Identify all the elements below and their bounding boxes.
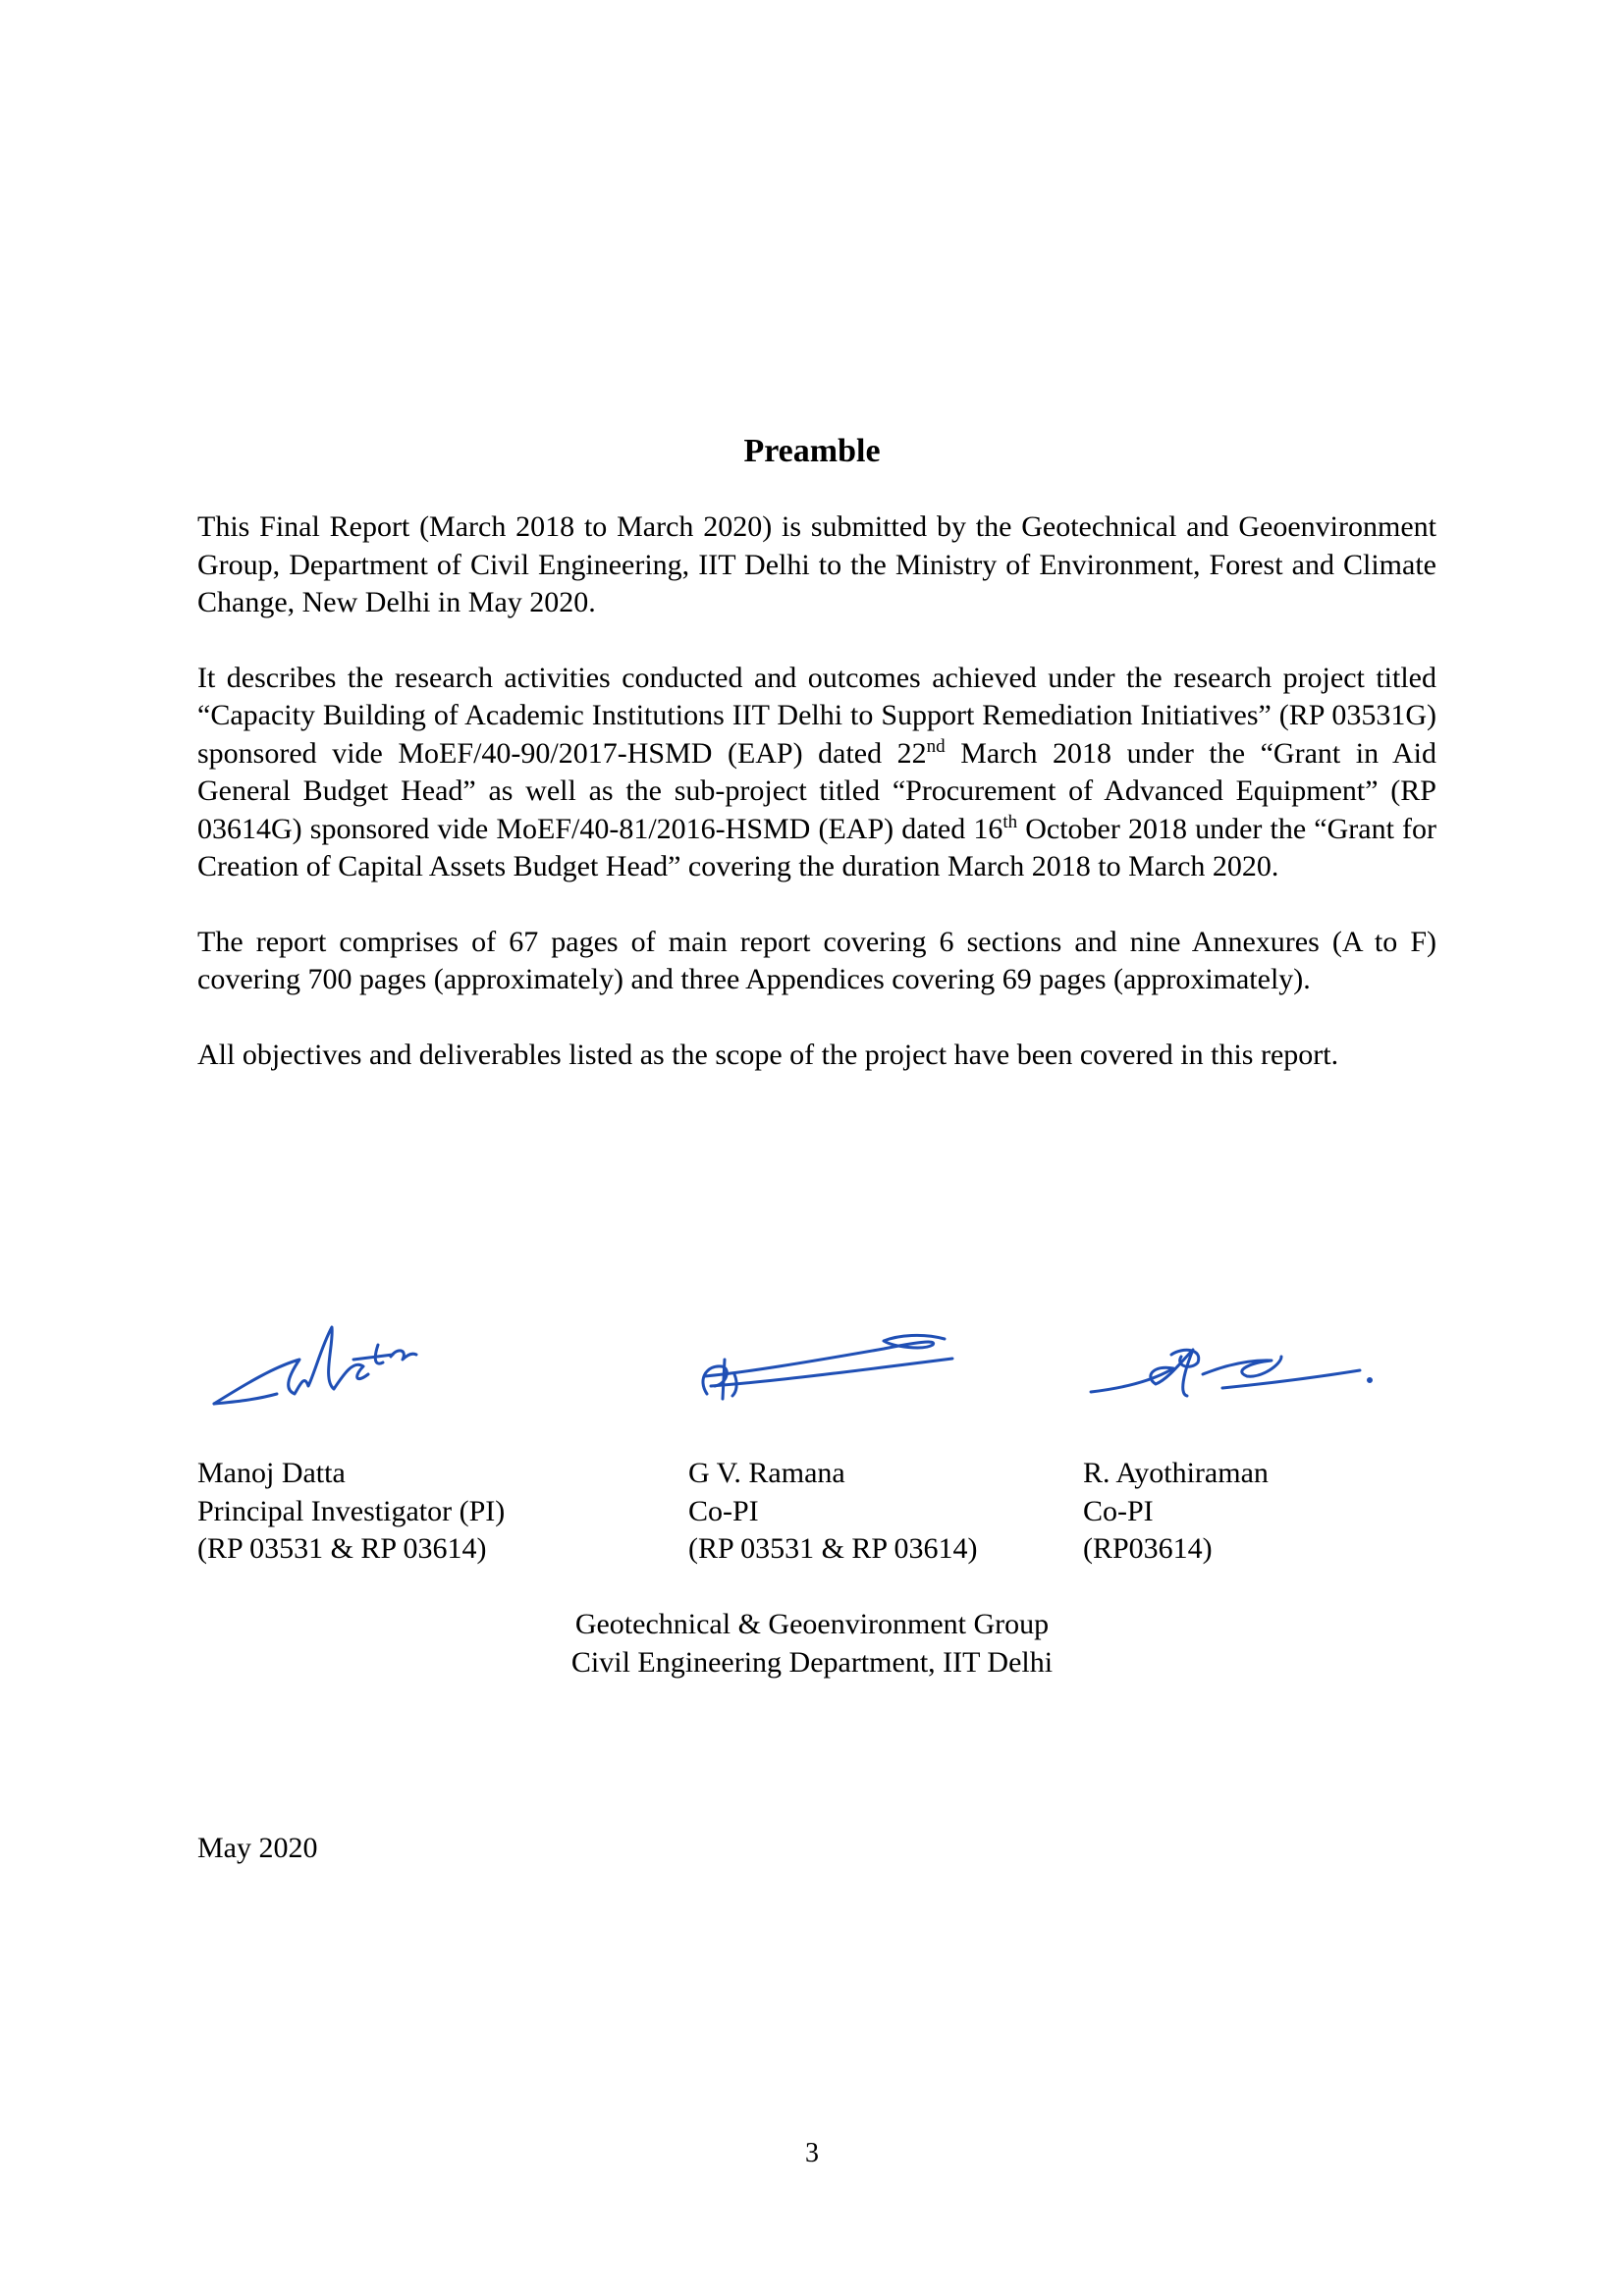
signatory-block-3	[1083, 1455, 1269, 1569]
signature-manoj-datta	[206, 1306, 422, 1423]
affiliation-block	[0, 1606, 1624, 1682]
page-number: 3	[805, 2138, 819, 2168]
signatory-block-2	[688, 1455, 977, 1569]
paragraph-description-part-2: March 2018 under the “Grant in Aid General Budget Head” as well as the sub-project titled “Procurement of Advanced Equipment” (RP 03614G) sponsored vide MoEF/40-81/2016-HSMD (EAP) dated 16	[197, 736, 1436, 845]
signatory-name: R. Ayothiraman	[1083, 1457, 1269, 1489]
paragraph-report-contents: The report comprises of 67 pages of main report covering 6 sections and nine Annexures (A to F) covering 700 pages (approximately) and three Appendices covering 69 pages (approximately).	[197, 925, 1436, 995]
preamble-body	[197, 508, 1436, 1111]
signatory-projects: (RP03614)	[1083, 1532, 1213, 1565]
ordinal-suffix-nd: nd	[926, 735, 946, 757]
signatory-role: Co-PI	[1083, 1494, 1154, 1527]
signatory-projects: (RP 03531 & RP 03614)	[688, 1532, 978, 1565]
paragraph-description-part-3: October 2018 under the “Grant for Creation of Capital Assets Budget Head” covering the duration March 2018 to March 2020.	[197, 812, 1436, 882]
paragraph-submission: This Final Report (March 2018 to March 2020) is submitted by the Geotechnical and Geoenvironment Group, Department of Civil Engineering, IIT Delhi to the Ministry of Environment, Forest and Climate Change, New Delhi in May 2020.	[197, 510, 1436, 618]
signatory-role: Principal Investigator (PI)	[197, 1494, 506, 1527]
signatory-name: Manoj Datta	[197, 1457, 346, 1489]
signatory-block-1	[197, 1455, 505, 1569]
signatory-projects: (RP 03531 & RP 03614)	[197, 1532, 487, 1565]
signature-gv-ramana	[687, 1306, 962, 1423]
affiliation-department: Civil Engineering Department, IIT Delhi	[570, 1645, 1054, 1679]
signature-r-ayothiraman	[1085, 1306, 1380, 1423]
signatory-role: Co-PI	[688, 1494, 759, 1527]
paragraph-description	[197, 660, 1436, 886]
paragraph-objectives: All objectives and deliverables listed as the scope of the project have been covered in this report.	[197, 1038, 1339, 1071]
paragraph-description-part-1: It describes the research activities conducted and outcomes achieved under the research project titled “Capacity Building of Academic Institutions IIT Delhi to Support Remediation Initiatives” (RP 03531G) sponsored vide MoEF/40-90/2017-HSMD (EAP) dated 22	[197, 661, 1436, 770]
ordinal-suffix-th: th	[1002, 811, 1018, 832]
affiliation-group: Geotechnical & Geoenvironment Group	[574, 1608, 1050, 1640]
signatory-name: G V. Ramana	[688, 1457, 845, 1489]
page-title: Preamble	[743, 433, 881, 469]
report-date: May 2020	[197, 1832, 318, 1864]
